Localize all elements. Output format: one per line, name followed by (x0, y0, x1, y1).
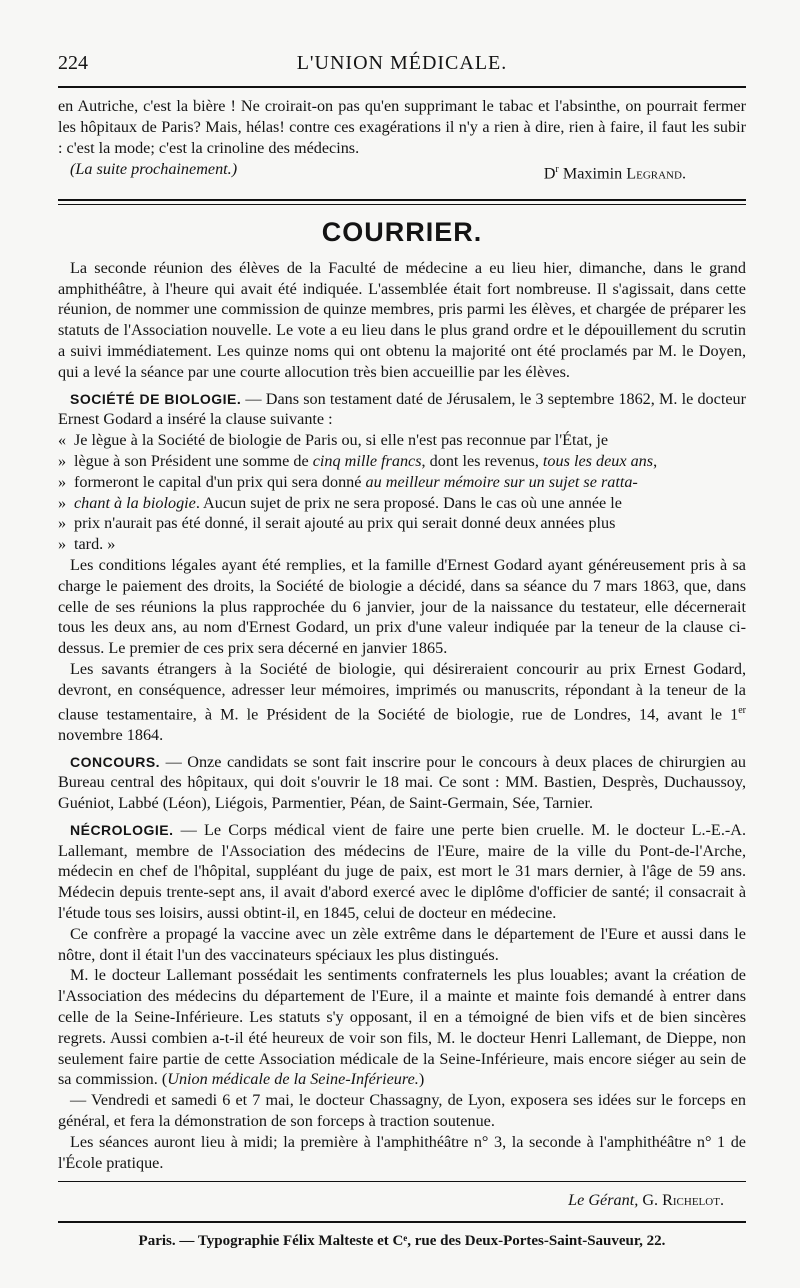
printer-imprint: Paris. — Typographie Félix Malteste et Cᵉ, rue des Deux-Portes-Saint-Sauveur, 22. (138, 1233, 666, 1250)
page-header (58, 42, 746, 80)
quote-line-3 (58, 472, 746, 493)
necrologie-paragraph-2: Ce confrère a propagé la vaccine avec un zèle extrême dans le département de l'Eure et aussi dans le nôtre, dont il était l'un des vaccinateurs spéciaux les plus distingués. (58, 924, 746, 964)
biologie-label: SOCIÉTÉ DE BIOLOGIE. (70, 390, 242, 407)
author-surname: Legrand. (626, 164, 686, 183)
chassagny-paragraph-1: — Vendredi et samedi 6 et 7 mai, le docteur Chassagny, de Lyon, exposera ses idées sur le forceps en général, et fera la démonstration de son forceps à traction soutenue. (58, 1091, 746, 1131)
quote-line-4 (58, 493, 746, 514)
concours-label: CONCOURS. (70, 753, 161, 770)
concours-text: — Onze candidats se sont fait inscrire pour le concours à deux places de chirurgien au Bureau central des hôpitaux, qui doit s'ouvrir le 18 mai. Ce sont : MM. Bastien, Desprès, Duchaussoy, Guéniot, Labbé (Léon), Liégois, Parmentier, Péan, de Saint-Germain, Sée, Tarnier. (58, 752, 746, 813)
necrologie-paragraph-1 (58, 820, 746, 924)
newspaper-page (58, 42, 746, 1250)
quote-mark: « (58, 431, 67, 450)
section-title: COURRIER. (321, 216, 483, 247)
quote-line-1 (58, 430, 746, 451)
chassagny-paragraph-2: Les séances auront lieu à midi; la première à l'amphithéâtre n° 3, la seconde à l'amphithéâtre n° 1 de l'École pratique. (58, 1132, 746, 1172)
quote-text: prix n'aurait pas été donné, il serait ajouté au prix qui serait donné deux années plus (74, 514, 616, 533)
necrologie-text: — Le Corps médical vient de faire une perte bien cruelle. M. le docteur L.-E.-A. Lallemant, membre de l'Association des médecins de l'Eure, maire de la ville du Pont-de-l'Arche, médecin en chef de l'hôpital, suppléant du juge de paix, est mort le 31 mars dernier, à l'âge de 59 ans. Médecin depuis trente-sept ans, il avait d'abord exercé avec le diplôme d'officier de santé; il consacrait à l'étude tous ses loisirs, aussi obtint-il, en 1845, celui de docteur en médecine. (58, 820, 746, 923)
author-title: D (543, 164, 556, 183)
biologie-paragraph-3 (58, 659, 746, 746)
ordinal-sup: er (738, 704, 746, 716)
necrologie-p3-end: ) (418, 1070, 425, 1089)
necrologie-label: NÉCROLOGIE. (70, 821, 174, 838)
quote-mark: » (58, 493, 67, 512)
biologie-paragraph-2: Les conditions légales ayant été remplies, et la famille d'Ernest Godard ayant généreusement pris à sa charge le paiement des droits, la Société de biologie a décidé, dans sa séance du 7 mars 1863, que, dans celle de ses réunions la plus rapprochée du 6 janvier, jour de la naissance du testateur, elle décernerait tous les deux ans, au nom d'Ernest Godard, un prix d'une valeur indiquée par la teneur de la clause ci-dessus. Le premier de ces prix sera décerné en janvier 1865. (58, 555, 746, 658)
biologie-p3-end: novembre 1864. (58, 725, 164, 744)
running-title: L'UNION MÉDICALE. (296, 52, 508, 74)
gerant-label: Le Gérant, (568, 1191, 639, 1210)
end-rule (58, 1181, 746, 1182)
continued-note: (La suite prochainement.) (70, 160, 238, 179)
quote-mark: » (58, 472, 67, 491)
author-title-sup: r (555, 164, 559, 176)
quote-mark: » (58, 514, 67, 533)
quote-text: Je lègue à la Société de biologie de Paris ou, si elle n'est pas reconnue par l'État, je (74, 431, 608, 450)
quote-text: lègue à son Président une somme de (74, 451, 313, 470)
quote-mark: » (58, 451, 67, 470)
reunion-paragraph: La seconde réunion des élèves de la Faculté de médecine a eu lieu hier, dimanche, dans le grand amphithéâtre, à l'heure qui avait été indiquée. L'assemblée était fort nombreuse. Il s'agissait, dans cette réunion, de nommer une commission de quinze membres, pris parmi les élèves, et chargée de préparer les statuts de l'Association nouvelle. Le vote a eu lieu dans le plus grand ordre et le dépouillement du scrutin a suivi immédiatement. Les quinze noms qui ont obtenu la majorité ont été proclamés par M. le Doyen, qui a levé la séance par une courte allocution très bien accueillie par les élèves. (58, 258, 746, 381)
quote-line-5 (58, 513, 746, 534)
quote-text: formeront le capital d'un prix qui sera donné (74, 472, 366, 491)
signature-line (58, 159, 746, 184)
necrologie-paragraph-3 (58, 965, 746, 1090)
gerant-name: G. Richelot. (642, 1191, 724, 1210)
source-citation: Union médicale de la Seine-Inférieure. (167, 1070, 419, 1089)
biologie-intro-text: — Dans son testament daté de Jérusalem, le 3 septembre 1862, M. le docteur Ernest Godard a inséré la clause suivante : (58, 389, 746, 429)
quote-text: , (653, 451, 658, 470)
quote-mark: » (58, 535, 67, 554)
quote-emphasis: au meilleur mémoire sur un sujet se ratta- (365, 472, 638, 491)
section-rule-bottom (58, 204, 746, 205)
gerant-line (58, 1190, 746, 1211)
necrologie-p3-text: M. le docteur Lallemant possédait les sentiments confraternels les plus louables; avant la création de l'Association des médecins du département de l'Eure, il a mainte et mainte fois demandé à entrer dans celle de la Seine-Inférieure. Les statuts s'y opposant, il en a témoigné de bien vifs et de bien sincères regrets. Aussi combien a-t-il été heureux de voir son fils, M. le docteur Henri Lallemant, de Dieppe, non seulement faire partie de cette Association médicale de la Seine-Inférieure, mais encore siéger au sein de sa commission. ( (58, 966, 746, 1089)
quote-text: tard. » (74, 535, 116, 554)
concours-paragraph (58, 752, 746, 814)
quote-line-6 (58, 534, 746, 555)
quote-emphasis: chant à la biologie (74, 493, 196, 512)
quote-text: , dont les revenus, (421, 451, 543, 470)
section-rule-top (58, 199, 746, 201)
author-first-name: Maximin (562, 164, 623, 183)
biologie-p3-text: Les savants étrangers à la Société de biologie, qui désireraient concourir au prix Ernest Godard, devront, en conséquence, adresser leur mémoires, imprimés ou manuscrits, répondant à la teneur de la clause testamentaire, à M. le Président de la Société de biologie, rue de Londres, 14, avant le 1 (58, 659, 746, 723)
quote-text: . Aucun sujet de prix ne sera proposé. Dans le cas où une année le (195, 493, 622, 512)
quote-emphasis: cinq mille francs (312, 451, 422, 470)
quote-emphasis: tous les deux ans (542, 451, 654, 470)
page-number: 224 (58, 52, 88, 74)
footer-rule (58, 1221, 746, 1223)
quote-line-2 (58, 451, 746, 472)
author-signature (544, 159, 746, 184)
biologie-intro (58, 389, 746, 431)
intro-paragraph: en Autriche, c'est la bière ! Ne croirait-on pas qu'en supprimant le tabac et l'absinthe, on pourrait fermer les hôpitaux de Paris? Mais, hélas! contre ces exagérations il n'y a rien à dire, rien à faire, il faut les subir : c'est la mode; c'est la crinoline des médecins. (58, 97, 746, 157)
